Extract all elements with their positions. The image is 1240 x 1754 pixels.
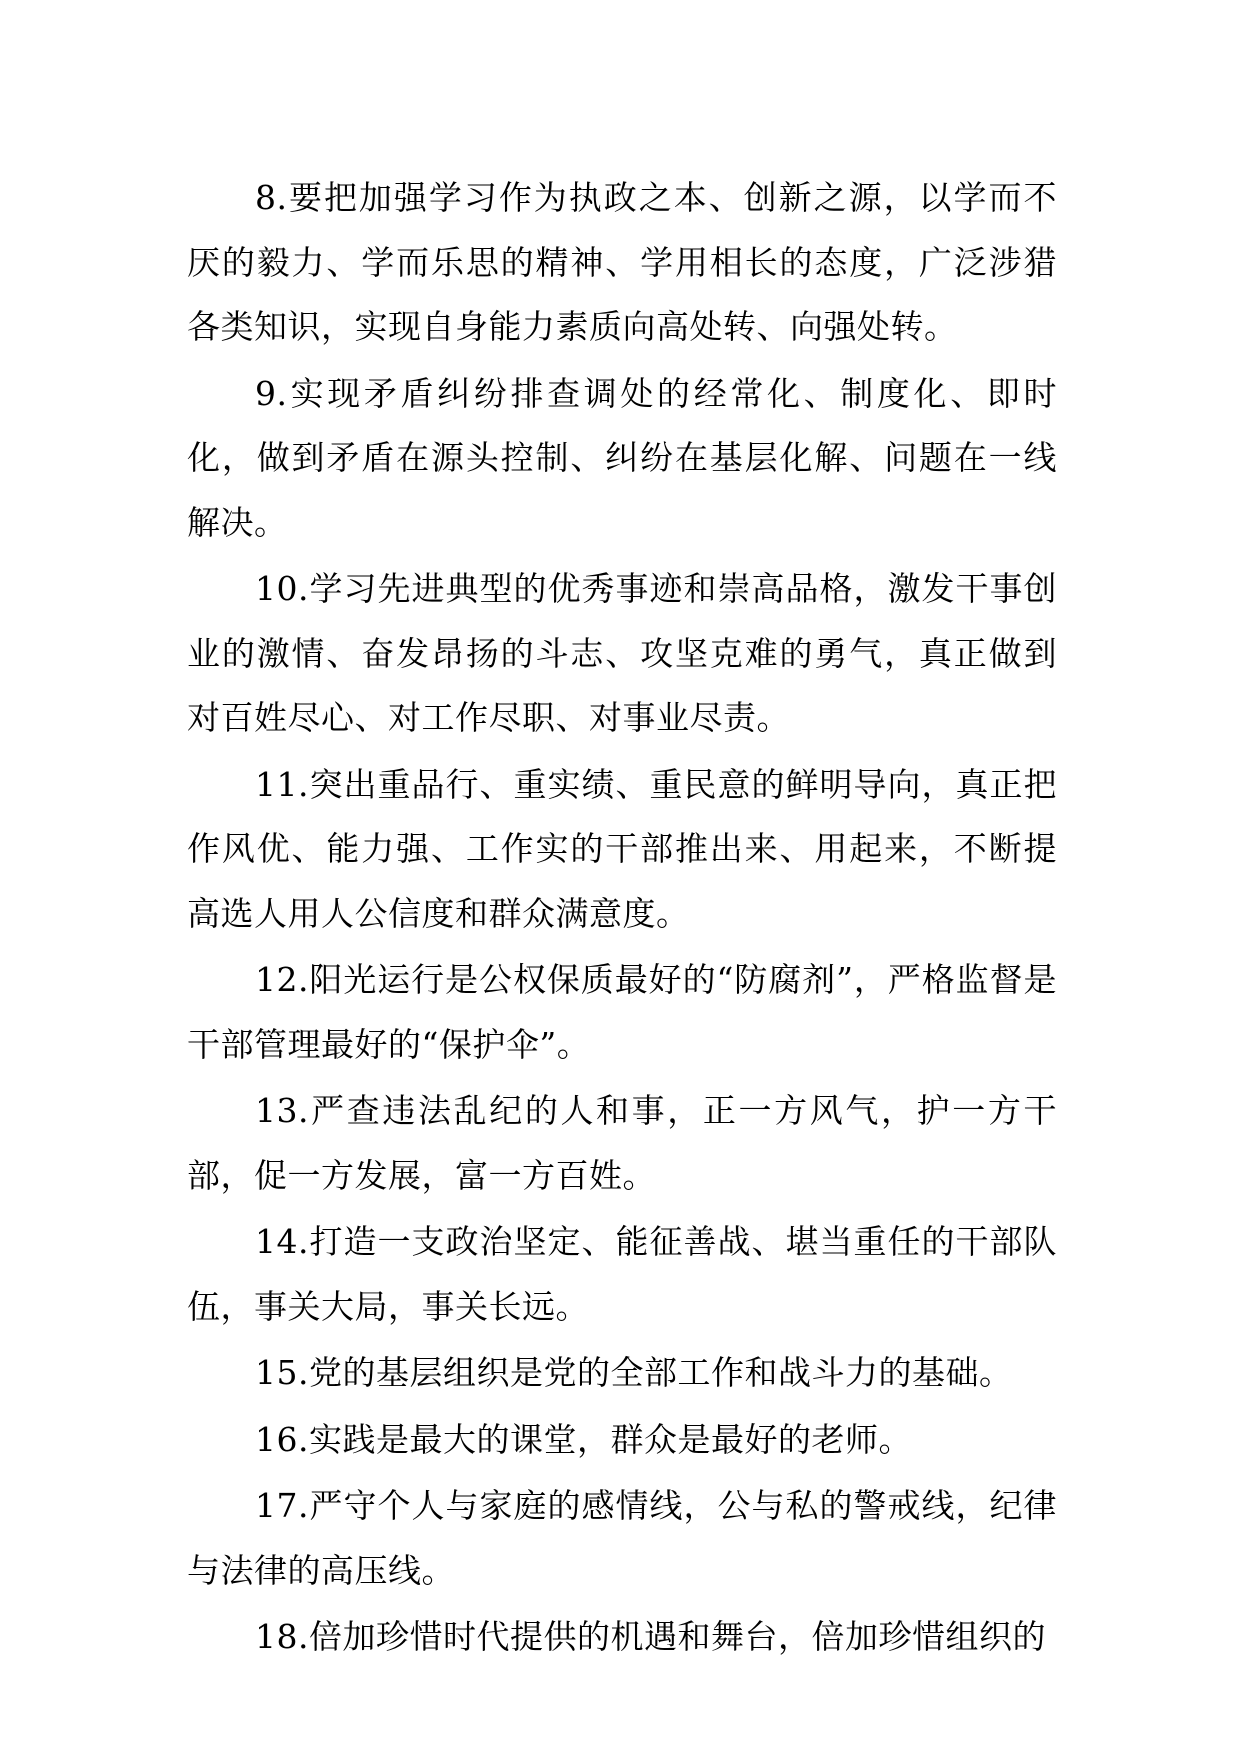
paragraph-10: 10.学习先进典型的优秀事迹和崇高品格，激发干事创业的激情、奋发昂扬的斗志、攻坚克难的勇气，真正做到对百姓尽心、对工作尽职、对事业尽责。 bbox=[187, 569, 1057, 737]
paragraph-11: 11.突出重品行、重实绩、重民意的鲜明导向，真正把作风优、能力强、工作实的干部推出来、用起来，不断提高选人用人公信度和群众满意度。 bbox=[187, 764, 1057, 933]
paragraph-12: 12.阳光运行是公权保质最好的“防腐剂”，严格监督是干部管理最好的“保护伞”。 bbox=[187, 960, 1057, 1064]
paragraph-15: 15.党的基层组织是党的全部工作和战斗力的基础。 bbox=[255, 1353, 1013, 1392]
paragraph-17: 17.严守个人与家庭的感情线，公与私的警戒线，纪律与法律的高压线。 bbox=[187, 1486, 1057, 1590]
paragraph-14: 14.打造一支政治坚定、能征善战、堪当重任的干部队伍，事关大局，事关长远。 bbox=[187, 1222, 1057, 1326]
paragraph-18: 18.倍加珍惜时代提供的机遇和舞台，倍加珍惜组织的 bbox=[255, 1617, 1046, 1656]
paragraph-8: 8.要把加强学习作为执政之本、创新之源，以学而不厌的毅力、学而乐思的精神、学用相长的态度，广泛涉猎各类知识，实现自身能力素质向高处转、向强处转。 bbox=[187, 178, 1057, 346]
paragraph-9: 9.实现矛盾纠纷排查调处的经常化、制度化、即时化，做到矛盾在源头控制、纠纷在基层化解、问题在一线解决。 bbox=[187, 373, 1057, 542]
paragraph-13: 13.严查违法乱纪的人和事，正一方风气，护一方干部，促一方发展，富一方百姓。 bbox=[187, 1091, 1057, 1195]
paragraph-16: 16.实践是最大的课堂，群众是最好的老师。 bbox=[255, 1419, 912, 1459]
document-body bbox=[187, 166, 1057, 1672]
